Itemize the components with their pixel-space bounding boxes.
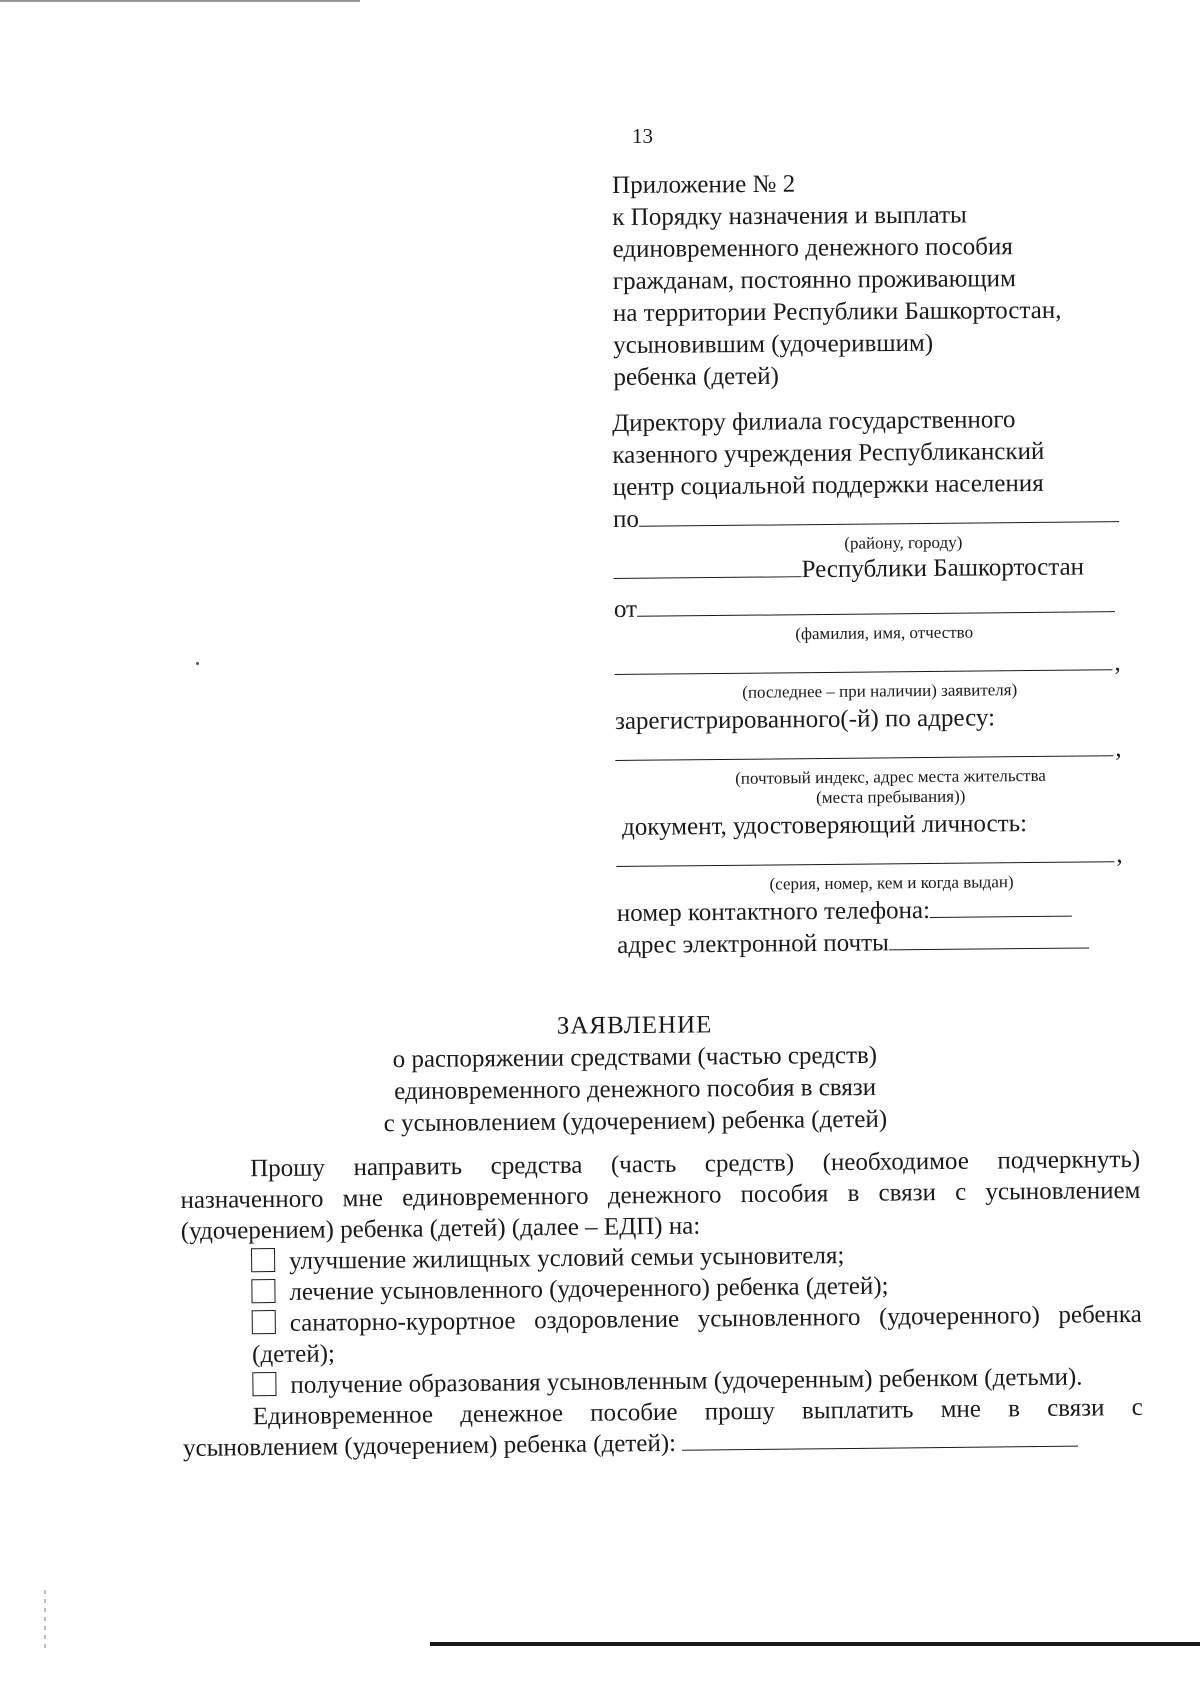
document-title: ЗАЯВЛЕНИЕ (556, 1011, 713, 1040)
phone-row (617, 893, 1137, 930)
phone-label: номер контактного телефона: (616, 896, 931, 927)
address-row (615, 733, 1135, 770)
from-row (614, 589, 1134, 626)
scan-bottom-edge (430, 1642, 1200, 1646)
id-doc-field[interactable] (616, 839, 1114, 867)
ot-label: от (613, 595, 638, 623)
scan-speck (196, 662, 199, 665)
applicant-name-field-2[interactable] (614, 647, 1112, 675)
po-label: по (612, 505, 640, 533)
appendix-line: усыновившим (удочерившим) (613, 329, 934, 359)
payment-paragraph-line-1: Единовременное денежное пособие прошу выплатить мне в связи с (252, 1393, 1143, 1431)
document-subtitle-line: с усыновлением (удочерением) ребенка (детей) (383, 1105, 888, 1138)
appendix-line: к Порядку назначения и выплаты (612, 201, 967, 231)
id-doc-label: документ, удостоверяющий личность: (621, 810, 1028, 841)
scan-edge-marks (44, 1590, 46, 1650)
comma: , (1116, 841, 1123, 869)
id-doc-row (616, 839, 1136, 876)
fio-hint-2: (последнее – при наличии) заявителя) (742, 680, 1018, 702)
district-hint: (району, городу) (844, 532, 963, 553)
address-hint-2: (места пребывания)) (816, 786, 966, 808)
phone-field[interactable] (930, 894, 1072, 918)
intro-paragraph: Прошу направить средства (часть средств) (необходимое подчеркнуть) назначенного мне единовременного денежного пособия в связи с усыновлением (удочерением) ребенка (детей) (далее – ЕДП) на: (180, 1145, 1141, 1245)
comma: , (1115, 735, 1122, 763)
payment-label: усыновлением (удочерением) ребенка (детей): (182, 1429, 677, 1462)
addressee-block (612, 403, 1137, 962)
option-label: улучшение жилищных условий семьи усыновителя; (288, 1242, 845, 1275)
fio-continuation-row (614, 647, 1134, 684)
housing-checkbox[interactable] (251, 1248, 275, 1272)
email-field[interactable] (889, 925, 1089, 950)
scan-edge-line (0, 0, 360, 2)
address-hint: (почтовый индекс, адрес места жительства (735, 765, 1046, 788)
education-checkbox[interactable] (252, 1372, 276, 1396)
page-number: 13 (632, 124, 653, 148)
district-name-field[interactable] (613, 554, 801, 579)
appendix-line: единовременного денежного пособия (612, 233, 1013, 263)
district-row (613, 499, 1133, 536)
republic-row (613, 551, 1133, 588)
application-body (180, 1144, 1143, 1464)
document-title-block (329, 1007, 940, 1140)
addressee-line: Директору филиала государственного (612, 406, 1016, 437)
sanatorium-checkbox[interactable] (252, 1310, 276, 1334)
applicant-name-field[interactable] (637, 589, 1115, 617)
republic-label: Республики Башкортостан (801, 553, 1085, 584)
email-label: адрес электронной почты (617, 929, 889, 959)
registered-label: зарегистрированного(-й) по адресу: (614, 704, 996, 735)
appendix-line: ребенка (детей) (613, 362, 779, 391)
option-label: лечение усыновленного (удочеренного) ребенка (детей); (289, 1272, 889, 1306)
document-subtitle-line: о распоряжении средствами (частью средств) (392, 1041, 878, 1074)
appendix-line: Приложение № 2 (612, 170, 796, 199)
option-label: получение образования усыновленным (удочеренным) ребенком (детьми). (290, 1363, 1083, 1399)
addressee-line: казенного учреждения Республиканский (612, 437, 1045, 469)
option-label: санаторно-курортное оздоровление усыновленного (удочеренного) ребенка (детей); (251, 1300, 1142, 1369)
payment-method-field[interactable] (682, 1424, 1078, 1451)
fio-hint: (фамилия, имя, отчество (795, 622, 974, 644)
document-subtitle-line: единовременного денежного пособия в связи (394, 1073, 877, 1106)
comma: , (1114, 649, 1121, 677)
district-field[interactable] (639, 499, 1119, 527)
id-doc-hint: (серия, номер, кем и когда выдан) (769, 872, 1014, 894)
appendix-line: гражданам, постоянно проживающим (612, 265, 1016, 295)
option-sanatorium (182, 1299, 1143, 1371)
treatment-checkbox[interactable] (251, 1279, 275, 1303)
email-row (617, 925, 1137, 962)
address-field[interactable] (615, 733, 1113, 761)
appendix-reference (612, 166, 1134, 394)
appendix-line: на территории Республики Башкортостан, (612, 296, 1062, 327)
addressee-line: центр социальной поддержки населения (612, 469, 1044, 501)
